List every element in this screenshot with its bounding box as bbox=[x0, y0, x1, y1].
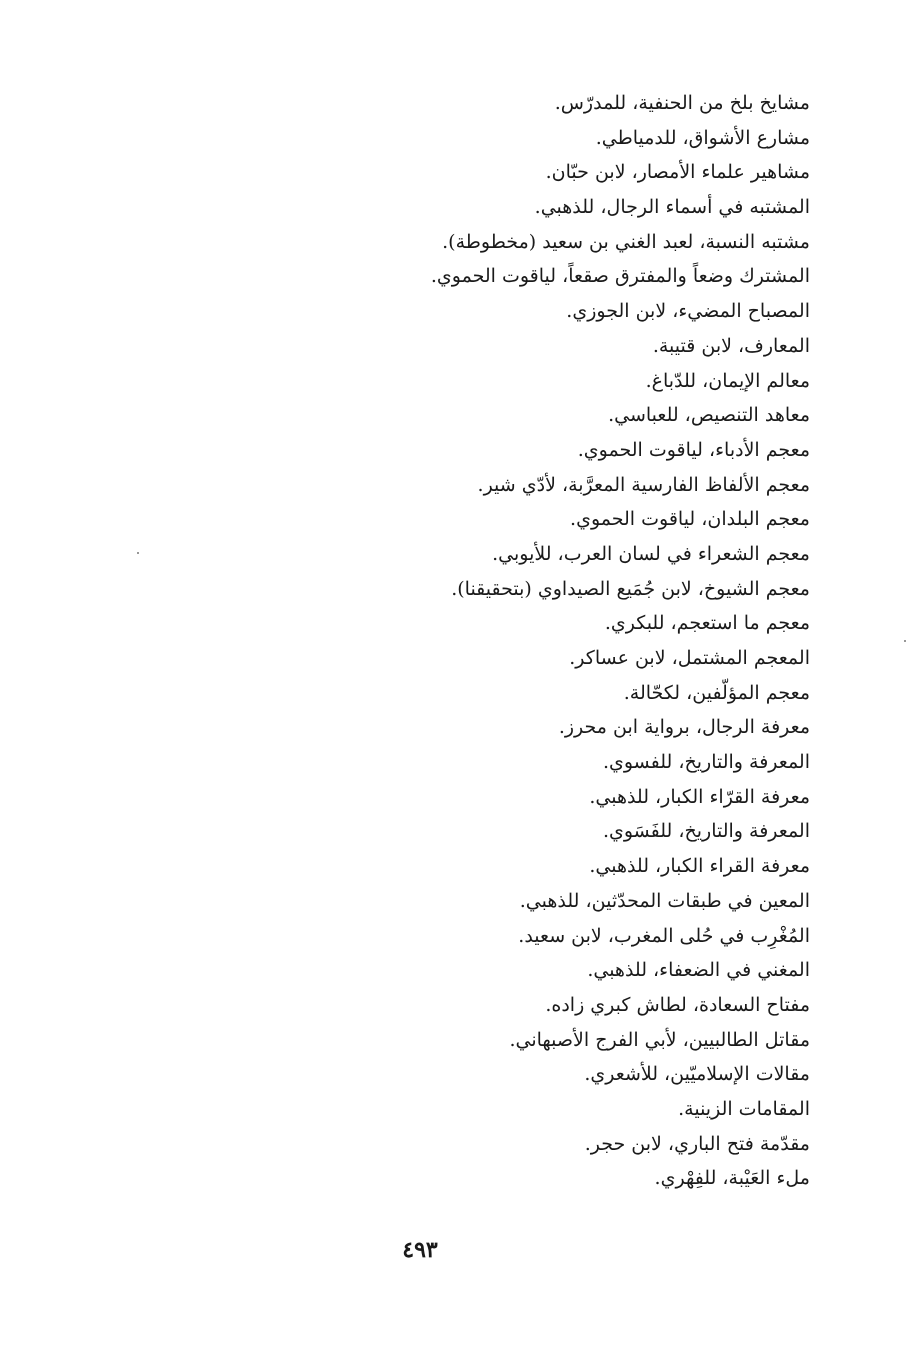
bibliography-entry: مفتاح السعادة، لطاش كبري زاده. bbox=[545, 993, 810, 1016]
bibliography-entry: مقاتل الطالبيين، لأبي الفرج الأصبهاني. bbox=[509, 1028, 810, 1051]
scan-speck bbox=[904, 640, 906, 642]
bibliography-entry: معرفة القراء الكبار، للذهبي. bbox=[589, 855, 810, 878]
bibliography-entry: المقامات الزينية. bbox=[678, 1097, 810, 1120]
bibliography-entry: المعرفة والتاريخ، للفَسَوي. bbox=[602, 820, 810, 843]
bibliography-entry: المصباح المضيء، لابن الجوزي. bbox=[566, 300, 810, 323]
bibliography-entry: المشتبه في أسماء الرجال، للذهبي. bbox=[534, 196, 810, 219]
bibliography-entry: مشارع الأشواق، للدمياطي. bbox=[595, 126, 810, 149]
bibliography-entry: معجم الأدباء، لياقوت الحموي. bbox=[577, 438, 810, 461]
bibliography-entry: مشاهير علماء الأمصار، لابن حبّان. bbox=[545, 161, 810, 184]
bibliography-entry: مقدّمة فتح الباري، لابن حجر. bbox=[584, 1132, 810, 1155]
bibliography-entry: المعجم المشتمل، لابن عساكر. bbox=[569, 647, 810, 669]
bibliography-entry: معجم الألفاظ الفارسية المعرَّبة، لأدّي شير. bbox=[477, 473, 810, 496]
bibliography-entry: مشايخ بلخ من الحنفية، للمدرّس. bbox=[554, 92, 810, 114]
bibliography-entry: معجم الشيوخ، لابن جُمَيع الصيداوي (بتحقيقنا). bbox=[451, 577, 810, 600]
bibliography-entry: مشتبه النسبة، لعبد الغني بن سعيد (مخطوطة). bbox=[442, 230, 810, 253]
bibliography-entry: معجم ما استعجم، للبكري. bbox=[604, 612, 810, 635]
bibliography-entry: معجم الشعراء في لسان العرب، للأيوبي. bbox=[492, 542, 810, 565]
bibliography-entry: ملء العَيْبة، للفِهْري. bbox=[654, 1167, 810, 1190]
bibliography-entry: المشترك وضعاً والمفترق صقعاً، لياقوت الحموي. bbox=[430, 265, 810, 288]
bibliography-entry: معرفة القرّاء الكبار، للذهبي. bbox=[589, 785, 810, 808]
bibliography-entry: المعارف، لابن قتيبة. bbox=[652, 334, 810, 357]
bibliography-entry: المعين في طبقات المحدّثين، للذهبي. bbox=[519, 889, 810, 912]
bibliography-list bbox=[370, 86, 810, 1196]
bibliography-entry: المُغْرِب في حُلى المغرب، لابن سعيد. bbox=[518, 924, 810, 947]
bibliography-entry: معرفة الرجال، برواية ابن محرز. bbox=[558, 716, 810, 739]
bibliography-entry: المغني في الضعفاء، للذهبي. bbox=[587, 959, 810, 982]
bibliography-entry: معالم الإيمان، للدّباغ. bbox=[645, 369, 810, 392]
bibliography-entry: معجم البلدان، لياقوت الحموي. bbox=[570, 508, 810, 531]
bibliography-entry: مقالات الإسلاميّين، للأشعري. bbox=[584, 1063, 810, 1086]
bibliography-entry: المعرفة والتاريخ، للفسوي. bbox=[602, 751, 810, 774]
bibliography-entry: معجم المؤلّفين، لكحّالة. bbox=[623, 681, 810, 704]
scan-speck bbox=[137, 552, 139, 554]
page-number: ٤٩٣ bbox=[402, 1237, 438, 1263]
bibliography-entry: معاهد التنصيص، للعباسي. bbox=[608, 404, 810, 427]
